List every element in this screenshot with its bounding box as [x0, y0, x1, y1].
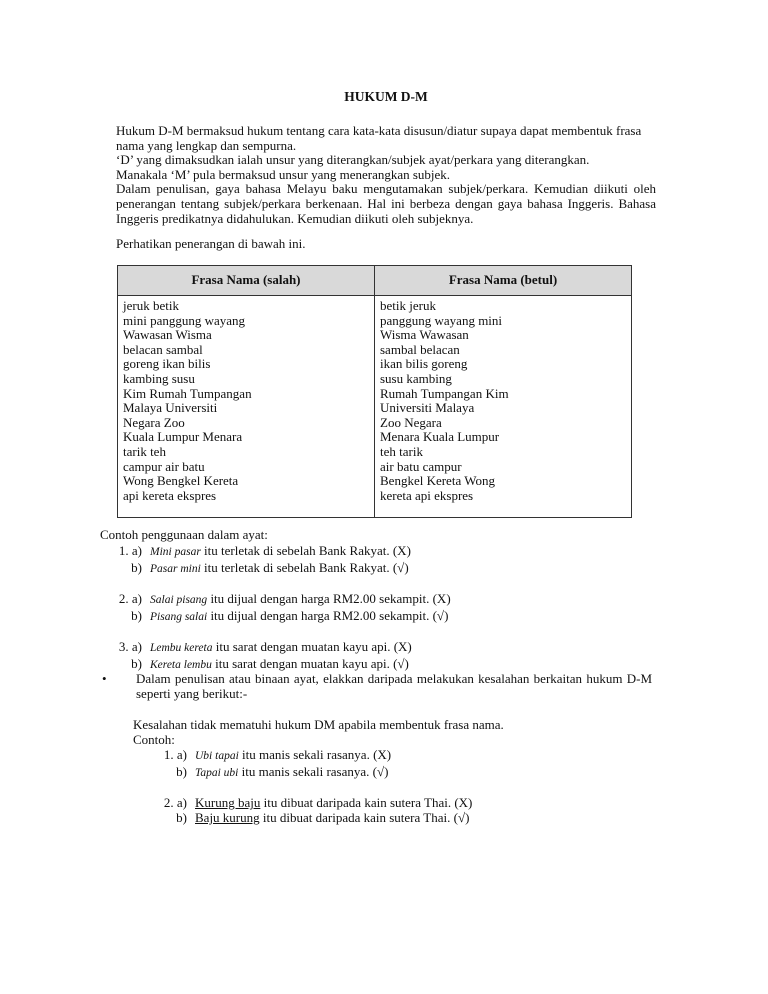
- wrong-item: Kuala Lumpur Menara: [123, 429, 243, 445]
- wrong-item: jeruk betik: [123, 298, 179, 313]
- intro-definition: Hukum D-M bermaksud hukum tentang cara kata-kata disusun/diatur supaya dapat membentuk frasa nama yang lengkap dan sempurna.: [116, 123, 642, 153]
- wrong-item: belacan sambal: [123, 341, 203, 357]
- error-example-row: [133, 810, 653, 825]
- intro-m-meaning-a: Manakala ‘M’ pula bermaksud unsur: [116, 166, 308, 182]
- right-item: air batu campur: [380, 458, 462, 474]
- right-item: Rumah Tumpangan Kim: [380, 385, 509, 401]
- example-rest: itu dibuat daripada kain sutera Thai. (X): [260, 795, 473, 811]
- example-sentence: [150, 591, 451, 608]
- example-number: 2. a): [118, 590, 142, 606]
- example-sentence: [195, 795, 472, 810]
- wrong-item: api kereta ekspres: [123, 487, 217, 503]
- example-rest: itu sarat dengan muatan kayu api. (√): [211, 655, 409, 671]
- example-rest: itu terletak di sebelah Bank Rakyat. (√): [200, 559, 409, 575]
- intro-m-meaning: [116, 168, 656, 183]
- example-phrase: Pisang salai: [150, 610, 208, 623]
- example-phrase: Lembu kereta: [150, 641, 213, 654]
- wrong-item: goreng ikan bilis: [123, 356, 211, 372]
- example-phrase: Kurung baju: [195, 795, 261, 811]
- right-item: panggung wayang mini: [380, 312, 503, 328]
- example-rest: itu dijual dengan harga RM2.00 sekampit. (X): [207, 590, 451, 606]
- wrong-column: [118, 296, 375, 518]
- right-item: susu kambing: [380, 370, 452, 386]
- right-item: Zoo Negara: [380, 414, 442, 430]
- example-number: b): [131, 559, 142, 575]
- example-sentence: [150, 560, 409, 577]
- right-item: sambal belacan: [380, 341, 460, 357]
- intro-d-meaning: ‘D’ yang dimaksudkan ialah unsur yang diterangkan/subjek ayat/perkara yang diterangkan.: [116, 152, 590, 168]
- wrong-item: Kim Rumah Tumpangan: [123, 385, 252, 401]
- wrong-item: Wong Bengkel Kereta: [123, 473, 239, 489]
- example-number: 1. a): [118, 542, 142, 558]
- example-number: b): [176, 764, 187, 780]
- example-sentence: [150, 543, 411, 560]
- example-row: [100, 608, 660, 625]
- example-rest: itu dijual dengan harga RM2.00 sekampit. (√): [207, 607, 449, 623]
- example-rest: itu terletak di sebelah Bank Rakyat. (X): [200, 542, 411, 558]
- example-rest: itu dibuat daripada kain sutera Thai. (√): [259, 810, 470, 826]
- bullet-text: Dalam penulisan atau binaan ayat, elakkan daripada melakukan kesalahan berkaitan hukum D-M seperti yang berikut:-: [136, 671, 652, 701]
- wrong-item: Malaya Universiti: [123, 400, 218, 416]
- error-example-row: [133, 764, 653, 781]
- right-item: Menara Kuala Lumpur: [380, 429, 500, 445]
- example-number: 1. a): [163, 747, 187, 763]
- right-item: Bengkel Kereta Wong: [380, 473, 495, 489]
- example-row: [100, 591, 660, 608]
- error-description: Kesalahan tidak mematuhi hukum DM apabila membentuk frasa nama.: [133, 717, 504, 732]
- bullet-point: [100, 672, 652, 701]
- examples-heading: Contoh penggunaan dalam ayat:: [100, 527, 268, 542]
- example-phrase: Ubi tapai: [195, 750, 239, 763]
- intro-m-meaning-b: yang menerangkan subjek.: [307, 166, 451, 182]
- frasa-nama-table: [117, 265, 632, 518]
- right-item: teh tarik: [380, 443, 423, 459]
- example-phrase: Tapai ubi: [195, 767, 239, 780]
- example-number: b): [176, 810, 187, 826]
- error-examples: [133, 718, 653, 825]
- example-rest: itu sarat dengan muatan kayu api. (X): [212, 638, 412, 654]
- intro-section: [116, 124, 656, 226]
- right-item: betik jeruk: [380, 298, 436, 313]
- error-example-row: [133, 747, 653, 764]
- error-example-row: [133, 795, 653, 810]
- example-sentence: [195, 764, 388, 781]
- wrong-item: Negara Zoo: [123, 414, 185, 430]
- right-item: Wisma Wawasan: [380, 327, 469, 343]
- example-sentence: [195, 810, 469, 825]
- example-number: 3. a): [118, 638, 142, 654]
- example-row: [100, 543, 660, 560]
- example-phrase: Pasar mini: [150, 562, 201, 575]
- wrong-item: kambing susu: [123, 370, 195, 386]
- right-column: [375, 296, 632, 518]
- bullet-dot: •: [102, 671, 107, 686]
- example-number: b): [131, 655, 142, 671]
- example-sentence: [150, 608, 448, 625]
- example-number: 2. a): [163, 795, 187, 811]
- error-contoh-label: Contoh:: [133, 731, 175, 747]
- example-number: b): [131, 607, 142, 623]
- intro-paragraph: Dalam penulisan, gaya bahasa Melayu baku mengutamakan subjek/perkara. Kemudian diikuti oleh penerangan tentang subjek/perkara berkenaan. Hal ini berbeza dengan gaya bahasa Inggeris. Bahasa Inggeris predikatnya didahulukan. Kemudian diikuti oleh subjeknya.: [116, 181, 656, 226]
- example-sentence: [195, 747, 391, 764]
- wrong-item: Wawasan Wisma: [123, 327, 212, 343]
- right-item: Universiti Malaya: [380, 400, 475, 416]
- right-item: kereta api ekspres: [380, 487, 474, 503]
- example-phrase: Baju kurung: [195, 810, 260, 826]
- wrong-item: campur air batu: [123, 458, 205, 474]
- header-right: Frasa Nama (betul): [375, 266, 632, 296]
- right-item: ikan bilis goreng: [380, 356, 468, 372]
- example-phrase: Mini pasar: [150, 545, 201, 558]
- example-rest: itu manis sekali rasanya. (X): [238, 747, 392, 763]
- wrong-item: mini panggung wayang: [123, 312, 246, 328]
- attention-note: Perhatikan penerangan di bawah ini.: [116, 236, 306, 251]
- wrong-item: tarik teh: [123, 443, 166, 459]
- example-phrase: Kereta lembu: [150, 658, 212, 671]
- example-phrase: Salai pisang: [150, 593, 208, 606]
- page-title: HUKUM D-M: [344, 89, 428, 104]
- usage-examples: [100, 528, 660, 673]
- example-sentence: [150, 639, 412, 656]
- example-row: [100, 560, 660, 577]
- header-wrong: Frasa Nama (salah): [118, 266, 375, 296]
- example-rest: itu manis sekali rasanya. (√): [238, 764, 389, 780]
- example-row: [100, 639, 660, 656]
